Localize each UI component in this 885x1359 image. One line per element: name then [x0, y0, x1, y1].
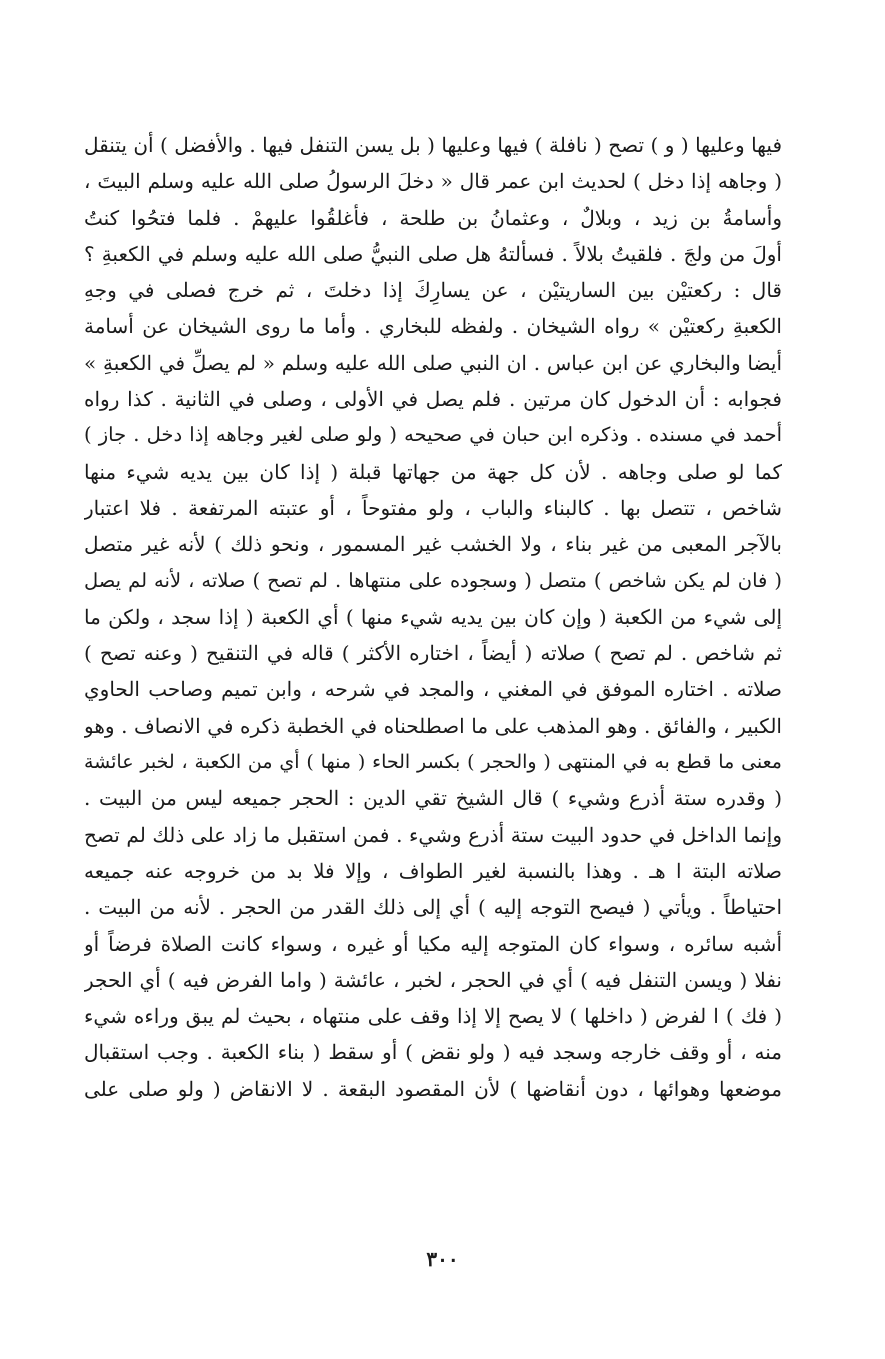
text-line: شاخص ، تتصل بها . كالبناء والباب ، ولو مفتوحاً ، أو عتبته المرتفعة . فلا اعتبار [84, 495, 782, 520]
text-line: ( فك ) ا لفرض ( داخلها ) لا يصح إلا إذا وقف على منتهاه ، بحيث لم يبق وراءه شيء [84, 1004, 782, 1029]
text-line: نفلا ( ويسن التنفل فيه ) أي في الحجر ، لخبر ، عائشة ( واما الفرض فيه ) أي الحجر [84, 967, 782, 992]
body-text [84, 127, 782, 1107]
text-line: فجوابه : أن الدخول كان مرتين . فلم يصل في الأولى ، وصلى في الثانية . كذا رواه [84, 387, 782, 412]
text-line: بالآجر المعبى من غير بناء ، ولا الخشب غير المسمور ، ونحو ذلك ) لأنه غير متصل [84, 532, 782, 557]
page-number: ٣٠٠ [426, 1247, 459, 1271]
text-line: أيضا والبخاري عن ابن عباس . ان النبي صلى الله عليه وسلم « لم يصلِّ في الكعبةِ » [84, 350, 782, 375]
text-line: وأسامةُ بن زيد ، وبلالٌ ، وعثمانُ بن طلحة ، فأغلقُوا عليهمْ . فلما فتحُوا كنتُ [84, 205, 782, 230]
text-line: قال : ركعتيْن بين الساريتيْن ، عن يسارِكَ إذا دخلتَ ، ثم خرج فصلى في وجهِ [84, 278, 782, 303]
text-line: كما لو صلى وجاهه . لأن كل جهة من جهاتها قبلة ( إذا كان بين يديه شيء منها [84, 459, 782, 484]
text-line: ثم شاخص . لم تصح ) صلاته ( أيضاً ، اختاره الأكثر ) قاله في التنقيح ( وعنه تصح ) [84, 641, 782, 666]
text-line: احتياطاً . ويأتي ( فيصح التوجه إليه ) أي إلى ذلك القدر من الحجر . لأنه من البيت . [84, 895, 782, 920]
text-line: فيها وعليها ( و ) تصح ( نافلة ) فيها وعليها ( بل يسن التنفل فيها . والأفضل ) أن يتنقل [84, 133, 782, 157]
text-line: الكبير ، والفائق . وهو المذهب على ما اصطلحناه في الخطبة ذكره في الانصاف . وهو [84, 713, 782, 738]
text-line: موضعها وهوائها ، دون أنقاضها ) لأن المقصود البقعة . لا الانقاض ( ولو صلى على [84, 1076, 782, 1101]
text-line: ( وجاهه إذا دخل ) لحديث ابن عمر قال « دخلَ الرسولُ صلى الله عليه وسلم البيتَ ، [84, 169, 782, 194]
text-line: إلى شيء من الكعبة ( وإن كان بين يديه شيء منها ) أي الكعبة ( إذا سجد ، ولكن ما [84, 604, 782, 629]
text-line: منه ، أو وقف خارجه وسجد فيه ( ولو نقض ) أو سقط ( بناء الكعبة . وجب استقبال [84, 1040, 782, 1065]
text-line: ( وقدره ستة أذرع وشيء ) قال الشيخ تقي الدين : الحجر جميعه ليس من البيت . [84, 786, 782, 811]
text-line: ( فان لم يكن شاخص ) متصل ( وسجوده على منتهاها . لم تصح ) صلاته ، لأنه لم يصل [84, 568, 782, 592]
text-line: صلاته . اختاره الموفق في المغني ، والمجد في شرحه ، وابن تميم وصاحب الحاوي [84, 677, 782, 702]
text-line: أحمد في مسنده . وذكره ابن حبان في صحيحه ( ولو صلى لغير وجاهه إذا دخل . جاز ) [84, 423, 782, 447]
text-line: صلاته البتة ا هـ . وهذا بالنسبة لغير الطواف ، وإلا فلا بد من خروجه عنه جميعه [84, 858, 782, 883]
text-line: الكعبةِ ركعتيْن » رواه الشيخان . ولفظه للبخاري . وأما ما روى الشيخان عن أسامة [84, 314, 782, 339]
text-line: أولَ من ولجَ . فلقيتُ بلالاً . فسألتهُ هل صلى النبيُّ صلى الله عليه وسلم في الكعبةِ ؟ [84, 241, 782, 266]
text-line: أشبه سائره ، وسواء كان المتوجه إليه مكيا أو غيره ، وسواء كانت الصلاة فرضاً أو [84, 931, 782, 956]
text-line: معنى ما قطع به في المنتهى ( والحجر ) بكسر الحاء ( منها ) أي من الكعبة ، لخبر عائشة [84, 751, 782, 774]
text-line: وإنما الداخل في حدود البيت ستة أذرع وشيء . فمن استقبل ما زاد على ذلك لم تصح [84, 822, 782, 847]
